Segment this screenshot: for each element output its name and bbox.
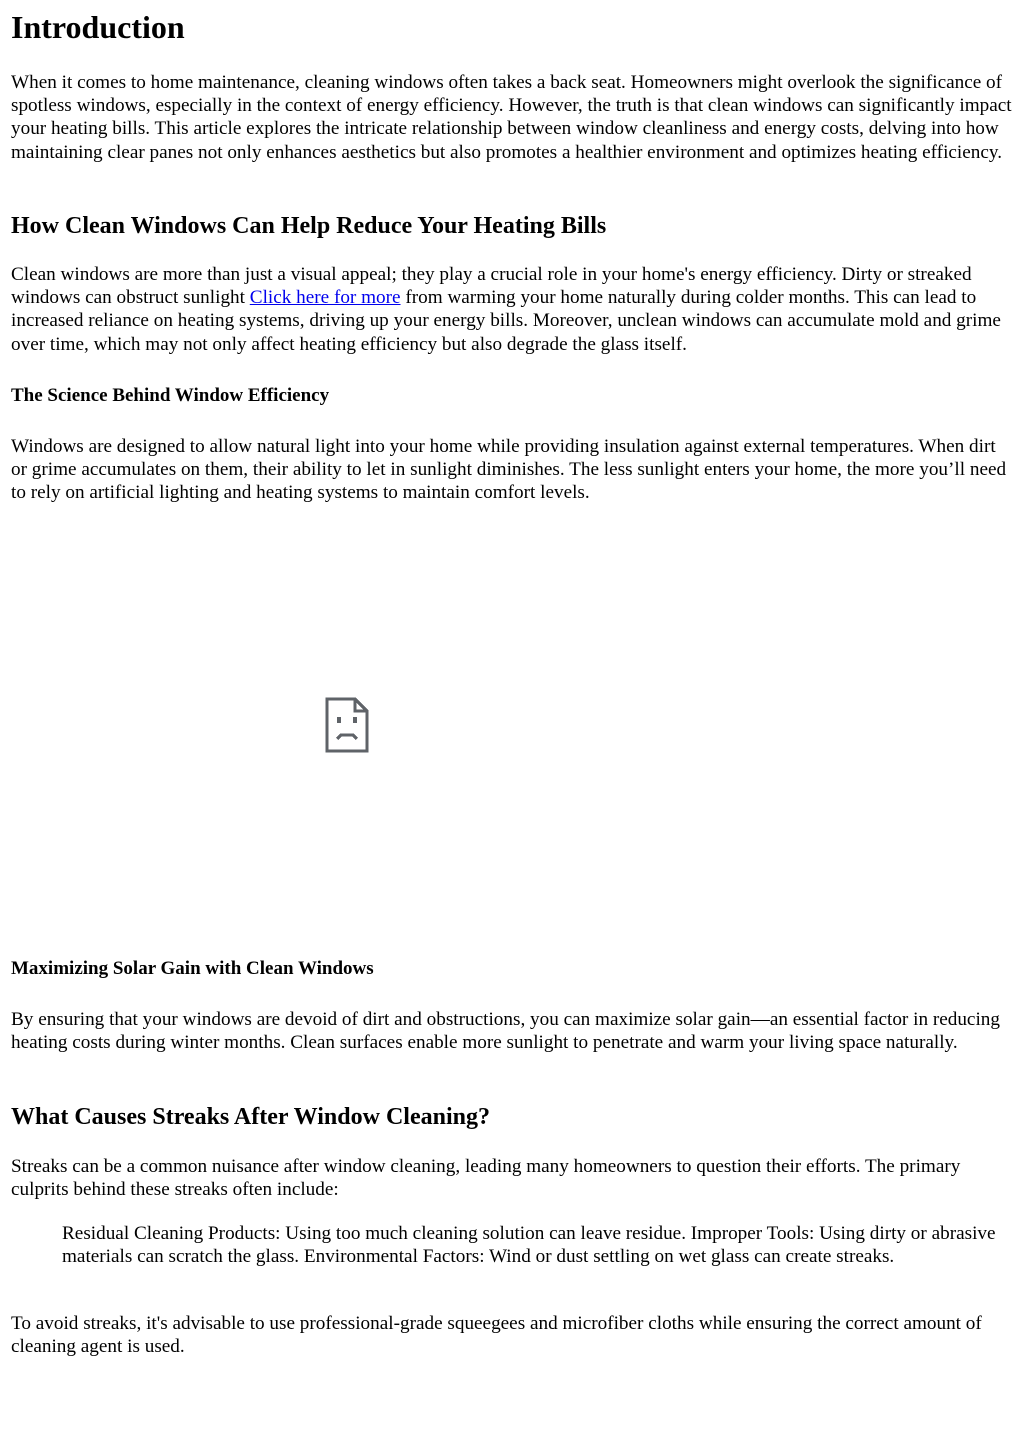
heating-paragraph xyxy=(11,263,1014,356)
heating-text-after-link: from warming your home naturally during colder months. This can lead to increased reliance on heating systems, driving up your energy bills. Moreover, unclean windows can accumulate mold and grime over time, which may not only affect heating efficiency but also degrade the glass itself. xyxy=(11,287,1001,355)
heading-heating-bills: How Clean Windows Can Help Reduce Your Heating Bills xyxy=(11,213,607,239)
streaks-causes-quote: Residual Cleaning Products: Using too much cleaning solution can leave residue. Improper Tools: Using dirty or abrasive materials can scratch the glass. Environmental Factors: Wind or dust settling on wet glass can create streaks. xyxy=(62,1223,996,1268)
science-paragraph: Windows are designed to allow natural light into your home while providing insulation against external temperatures. When dirt or grime accumulates on them, their ability to let in sunlight diminishes. The less sunlight enters your home, the more you’ll need to rely on artificial lighting and heating systems to maintain comfort levels. xyxy=(11,436,1007,504)
heading-science: The Science Behind Window Efficiency xyxy=(11,385,330,406)
solar-paragraph: By ensuring that your windows are devoid of dirt and obstructions, you can maximize solar gain—an essential factor in reducing heating costs during winter months. Clean surfaces enable more sunlight to penetrate and warm your living space naturally. xyxy=(11,1009,1000,1054)
broken-image-icon xyxy=(325,697,369,753)
heading-streaks: What Causes Streaks After Window Cleaning? xyxy=(11,1104,490,1130)
intro-paragraph: When it comes to home maintenance, cleaning windows often takes a back seat. Homeowners might overlook the significance of spotless windows, especially in the context of energy efficiency. However, the truth is that clean windows can significantly impact your heating bills. This article explores the intricate relationship between window cleanliness and energy costs, delving into how maintaining clear panes not only enhances aesthetics but also promotes a healthier environment and optimizes heating efficiency. xyxy=(11,72,1012,163)
avoid-streaks-paragraph: To avoid streaks, it's advisable to use professional-grade squeegees and microfiber cloths while ensuring the correct amount of cleaning agent is used. xyxy=(11,1313,982,1358)
heading-solar-gain: Maximizing Solar Gain with Clean Windows xyxy=(11,958,374,979)
click-here-link[interactable]: Click here for more xyxy=(249,287,401,309)
heading-introduction: Introduction xyxy=(11,9,185,45)
heating-text-before-link: Clean windows are more than just a visual appeal; they play a crucial role in your home's energy efficiency. Dirty or streaked windows can obstruct sunlight xyxy=(11,264,972,309)
streaks-paragraph: Streaks can be a common nuisance after window cleaning, leading many homeowners to question their efforts. The primary culprits behind these streaks often include: xyxy=(11,1156,961,1201)
